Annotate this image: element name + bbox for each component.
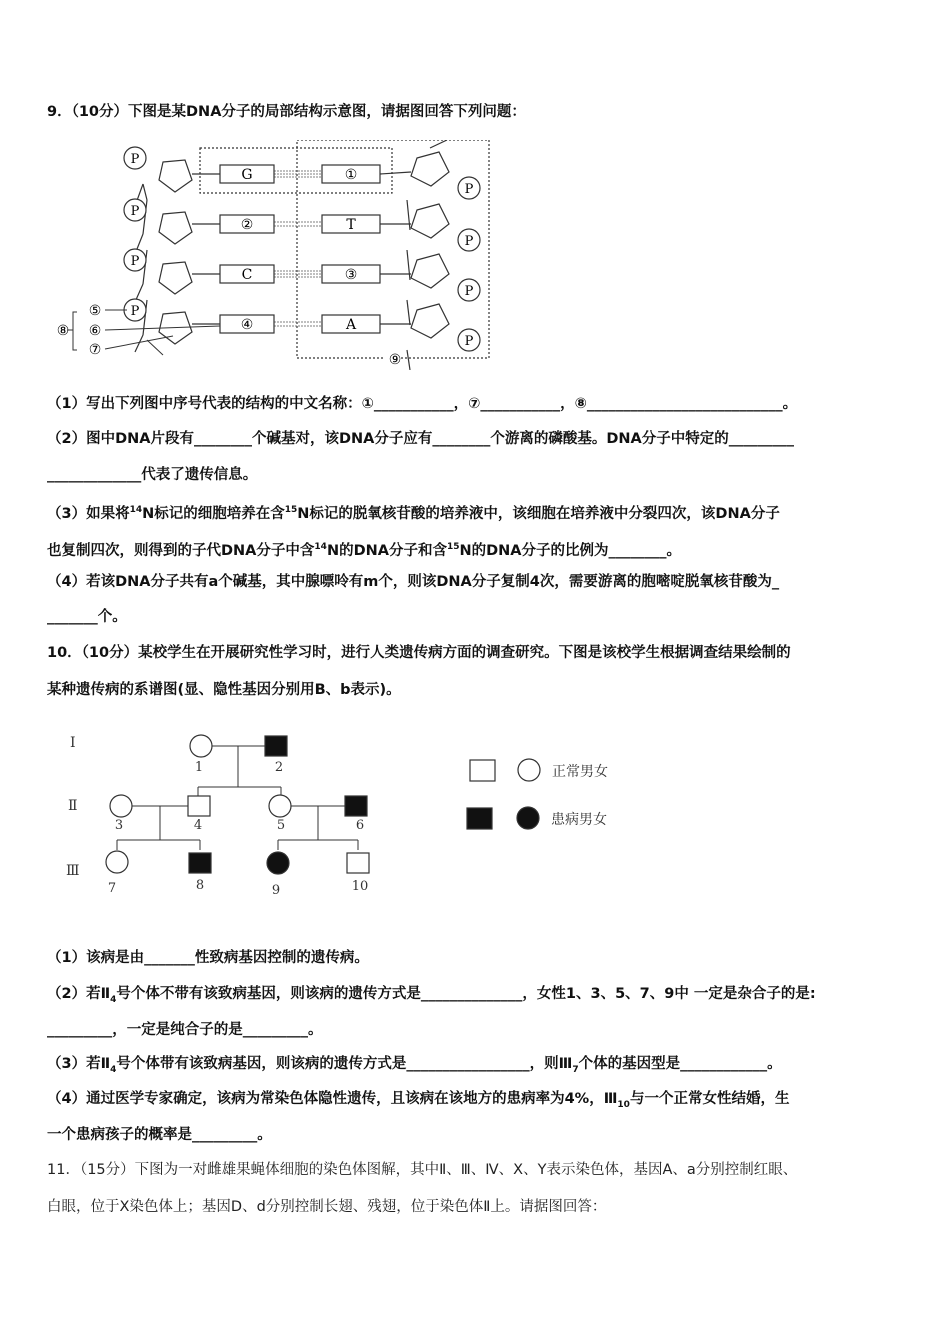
q9-part4-line1: （4）若该DNA分子共有a个碱基，其中腺嘌呤有m个，则该DNA分子复制4次，需要游离的胞嘧啶脱氧核苷酸为_ [47, 574, 780, 590]
q9-part3-line2: 也复制四次，则得到的子代DNA分子中含$^{14}$N的DNA分子和含$^{15}$N的DNA分子的比例为________。 [47, 542, 682, 559]
generation-label: Ⅲ [66, 863, 80, 879]
phosphate-label: P [464, 182, 474, 197]
q11-line2: 白眼，位于X染色体上；基因D、d分别控制长翅、残翅，位于染色体Ⅱ上。请据图回答： [47, 1199, 607, 1215]
phosphate-label: P [130, 254, 140, 269]
phosphate-label: P [130, 152, 140, 167]
q10-part1: （1）该病是由_______性致病基因控制的遗传病。 [47, 950, 369, 966]
base-label-right: ③ [344, 267, 358, 283]
q9-part2-line2: _____________代表了遗传信息。 [47, 467, 258, 483]
individual-2 [265, 736, 287, 756]
svg-text:1: 1 [194, 760, 204, 775]
svg-text:6: 6 [355, 818, 365, 833]
label-8: ⑧ [56, 323, 70, 339]
base-label-left: ② [240, 217, 254, 233]
base-label-left: G [241, 167, 253, 183]
phosphate-label: P [130, 304, 140, 319]
base-label-left: ④ [240, 317, 254, 333]
svg-text:3: 3 [114, 818, 124, 833]
individual-9 [267, 852, 289, 874]
base-label-left: C [241, 267, 253, 283]
individual-8 [189, 853, 211, 873]
svg-text:7: 7 [107, 881, 117, 896]
individual-1 [190, 735, 212, 757]
label-7: ⑦ [88, 342, 102, 358]
right-sugars [411, 152, 449, 338]
q10-part2-line2: _________，一定是纯合子的是_________。 [47, 1022, 323, 1038]
label-9: ⑨ [388, 352, 402, 368]
svg-text:8: 8 [195, 878, 205, 893]
q9-header: 9．（10分）下图是某DNA分子的局部结构示意图，请据图回答下列问题： [47, 104, 526, 120]
legend-affected: 患病男女 [551, 812, 607, 828]
base-label-right: A [345, 317, 357, 333]
dna-structure-diagram [55, 140, 495, 370]
individual-10 [347, 853, 369, 873]
q9-part2-line1: （2）图中DNA片段有________个碱基对，该DNA分子应有________个游离的磷酸基。DNA分子中特定的_________ [47, 431, 795, 447]
individual-7 [106, 851, 128, 873]
svg-text:5: 5 [276, 818, 286, 833]
phosphate-label: P [464, 334, 474, 349]
q9-part4-line2: _______个。 [47, 609, 127, 625]
q10-part2-line1: （2）若$Ⅱ_4$号个体不带有该致病基因，则该病的遗传方式是______________，女性1、3、5、7、9中 一定是杂合子的是: [47, 986, 816, 1005]
svg-text:10: 10 [351, 879, 369, 894]
base-label-right: T [346, 217, 356, 233]
pedigree-chart [60, 725, 630, 900]
q9-part3-line1: （3）如果将$^{14}$N标记的细胞培养在含$^{15}$N标记的脱氧核苷酸的培养液中，该细胞在培养液中分裂四次，该DNA分子 [47, 505, 780, 522]
q9-part1: （1）写出下列图中序号代表的结构的中文名称：①___________，⑦___________，⑧___________________________。 [47, 396, 798, 412]
phosphate-label: P [464, 234, 474, 249]
left-sugars [159, 160, 192, 344]
pedigree-legend [467, 759, 540, 829]
q10-part4-line2: 一个患病孩子的概率是_________。 [47, 1127, 272, 1143]
label-6: ⑥ [88, 323, 102, 339]
svg-text:4: 4 [193, 818, 203, 833]
generation-label: Ⅰ [70, 735, 76, 751]
legend-normal: 正常男女 [552, 764, 608, 780]
phosphate-label: P [130, 204, 140, 219]
q11-line1: 11．（15分）下图为一对雌雄果蝇体细胞的染色体图解，其中Ⅱ、Ⅲ、Ⅳ、X、Y表示染色体，基因A、a分别控制红眼、 [47, 1162, 798, 1178]
q10-header-line2: 某种遗传病的系谱图(显、隐性基因分别用B、b表示)。 [47, 682, 401, 698]
q10-part4-line1: （4）通过医学专家确定，该病为常染色体隐性遗传，且该病在该地方的患病率为4%，$Ⅲ_{10}$与一个正常女性结婚，生 [47, 1091, 790, 1110]
generation-label: Ⅱ [68, 798, 78, 814]
phosphate-label: P [464, 284, 474, 299]
svg-text:2: 2 [274, 760, 284, 775]
individual-4 [188, 796, 210, 816]
svg-text:9: 9 [271, 883, 281, 898]
individual-6 [345, 796, 367, 816]
label-5: ⑤ [88, 303, 102, 319]
q10-part3: （3）若$Ⅱ_4$号个体带有该致病基因，则该病的遗传方式是_________________，则$Ⅲ_7$个体的基因型是____________。 [47, 1056, 782, 1075]
individual-5 [269, 795, 291, 817]
right-phosphates [458, 177, 480, 351]
base-label-right: ① [344, 167, 358, 183]
individual-3 [110, 795, 132, 817]
q10-header-line1: 10．（10分）某校学生在开展研究性学习时，进行人类遗传病方面的调查研究。下图是该校学生根据调查结果绘制的 [47, 645, 791, 661]
